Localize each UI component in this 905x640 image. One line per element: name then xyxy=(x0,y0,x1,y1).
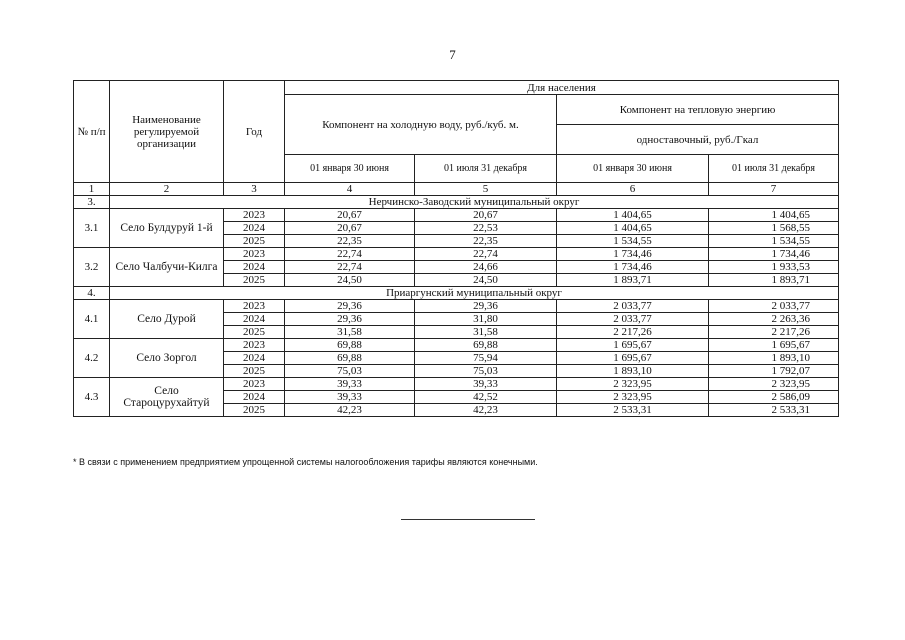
cold-water-h1: 20,67 xyxy=(285,209,415,222)
org-number: 4.2 xyxy=(74,339,110,378)
year-cell: 2025 xyxy=(224,365,285,378)
heat-h1: 1 893,10 xyxy=(557,365,709,378)
heat-h2: 2 323,95 xyxy=(709,378,839,391)
column-number: 3 xyxy=(224,183,285,196)
cold-water-h1: 22,35 xyxy=(285,235,415,248)
cold-water-h2: 24,50 xyxy=(415,274,557,287)
heat-h1: 1 404,65 xyxy=(557,209,709,222)
heat-h2: 1 734,46 xyxy=(709,248,839,261)
column-number: 6 xyxy=(557,183,709,196)
heat-h2: 1 568,55 xyxy=(709,222,839,235)
cold-water-h2: 42,52 xyxy=(415,391,557,404)
header-population: Для населения xyxy=(285,81,839,95)
heat-h2: 2 586,09 xyxy=(709,391,839,404)
cold-water-h1: 31,58 xyxy=(285,326,415,339)
page-number: 7 xyxy=(449,47,456,62)
cold-water-h2: 42,23 xyxy=(415,404,557,417)
heat-h1: 1 695,67 xyxy=(557,339,709,352)
year-cell: 2025 xyxy=(224,326,285,339)
heat-h1: 2 217,26 xyxy=(557,326,709,339)
year-cell: 2024 xyxy=(224,352,285,365)
footnote: * В связи с применением предприятием упрощенной системы налогообложения тарифы являются конечными. xyxy=(73,457,538,467)
cold-water-h2: 69,88 xyxy=(415,339,557,352)
header-num: № п/п xyxy=(74,81,110,183)
heat-h2: 1 404,65 xyxy=(709,209,839,222)
heat-h1: 1 404,65 xyxy=(557,222,709,235)
heat-h1: 2 323,95 xyxy=(557,391,709,404)
org-number: 4.1 xyxy=(74,300,110,339)
heat-h2: 1 792,07 xyxy=(709,365,839,378)
cold-water-h1: 42,23 xyxy=(285,404,415,417)
column-number: 2 xyxy=(110,183,224,196)
heat-h1: 1 734,46 xyxy=(557,248,709,261)
cold-water-h2: 39,33 xyxy=(415,378,557,391)
table-row xyxy=(74,248,839,261)
section-row xyxy=(74,196,839,209)
cold-water-h1: 69,88 xyxy=(285,339,415,352)
header-heat-unit: одноставочный, руб./Гкал xyxy=(557,125,839,155)
section-number: 4. xyxy=(74,287,110,300)
section-number: 3. xyxy=(74,196,110,209)
cold-water-h2: 75,94 xyxy=(415,352,557,365)
header-period-2: 01 июля 31 декабря xyxy=(415,155,557,183)
org-number: 4.3 xyxy=(74,378,110,417)
cold-water-h1: 39,33 xyxy=(285,391,415,404)
cold-water-h1: 29,36 xyxy=(285,300,415,313)
year-cell: 2025 xyxy=(224,235,285,248)
cold-water-h2: 29,36 xyxy=(415,300,557,313)
heat-h2: 1 534,55 xyxy=(709,235,839,248)
cold-water-h1: 39,33 xyxy=(285,378,415,391)
heat-h1: 1 893,71 xyxy=(557,274,709,287)
year-cell: 2024 xyxy=(224,222,285,235)
org-name: Село Чалбучи-Килга xyxy=(110,248,224,287)
cold-water-h1: 69,88 xyxy=(285,352,415,365)
table-row xyxy=(74,300,839,313)
cold-water-h2: 31,58 xyxy=(415,326,557,339)
heat-h1: 2 533,31 xyxy=(557,404,709,417)
year-cell: 2024 xyxy=(224,261,285,274)
heat-h1: 2 033,77 xyxy=(557,300,709,313)
tariff-table xyxy=(73,80,839,417)
org-name: Село Староцурухайтуй xyxy=(110,378,224,417)
header-period-3: 01 января 30 июня xyxy=(557,155,709,183)
cold-water-h1: 24,50 xyxy=(285,274,415,287)
year-cell: 2023 xyxy=(224,300,285,313)
year-cell: 2024 xyxy=(224,391,285,404)
cold-water-h2: 24,66 xyxy=(415,261,557,274)
cold-water-h1: 20,67 xyxy=(285,222,415,235)
year-cell: 2025 xyxy=(224,404,285,417)
heat-h2: 2 263,36 xyxy=(709,313,839,326)
section-title: Нерчинско-Заводский муниципальный округ xyxy=(110,196,839,209)
heat-h1: 1 534,55 xyxy=(557,235,709,248)
year-cell: 2023 xyxy=(224,248,285,261)
cold-water-h2: 22,53 xyxy=(415,222,557,235)
signature-line xyxy=(401,519,535,520)
heat-h2: 2 217,26 xyxy=(709,326,839,339)
header-heat-component: Компонент на тепловую энергию xyxy=(557,95,839,125)
cold-water-h2: 31,80 xyxy=(415,313,557,326)
column-number: 7 xyxy=(709,183,839,196)
cold-water-h1: 75,03 xyxy=(285,365,415,378)
heat-h2: 1 933,53 xyxy=(709,261,839,274)
heat-h1: 2 033,77 xyxy=(557,313,709,326)
column-number: 5 xyxy=(415,183,557,196)
cold-water-h2: 22,74 xyxy=(415,248,557,261)
heat-h2: 1 695,67 xyxy=(709,339,839,352)
heat-h1: 1 695,67 xyxy=(557,352,709,365)
header-cold-water: Компонент на холодную воду, руб./куб. м. xyxy=(285,95,557,155)
heat-h2: 1 893,71 xyxy=(709,274,839,287)
table-row xyxy=(74,209,839,222)
heat-h2: 2 533,31 xyxy=(709,404,839,417)
column-number: 4 xyxy=(285,183,415,196)
column-number: 1 xyxy=(74,183,110,196)
year-cell: 2023 xyxy=(224,378,285,391)
table-row xyxy=(74,339,839,352)
org-number: 3.2 xyxy=(74,248,110,287)
year-cell: 2024 xyxy=(224,313,285,326)
heat-h2: 1 893,10 xyxy=(709,352,839,365)
header-period-4: 01 июля 31 декабря xyxy=(709,155,839,183)
cold-water-h1: 22,74 xyxy=(285,248,415,261)
cold-water-h1: 29,36 xyxy=(285,313,415,326)
header-year: Год xyxy=(224,81,285,183)
year-cell: 2025 xyxy=(224,274,285,287)
cold-water-h2: 75,03 xyxy=(415,365,557,378)
heat-h2: 2 033,77 xyxy=(709,300,839,313)
section-row xyxy=(74,287,839,300)
section-title: Приаргунский муниципальный округ xyxy=(110,287,839,300)
table-row xyxy=(74,378,839,391)
org-number: 3.1 xyxy=(74,209,110,248)
cold-water-h2: 22,35 xyxy=(415,235,557,248)
org-name: Село Дурой xyxy=(110,300,224,339)
cold-water-h2: 20,67 xyxy=(415,209,557,222)
heat-h1: 1 734,46 xyxy=(557,261,709,274)
header-period-1: 01 января 30 июня xyxy=(285,155,415,183)
cold-water-h1: 22,74 xyxy=(285,261,415,274)
org-name: Село Булдуруй 1-й xyxy=(110,209,224,248)
year-cell: 2023 xyxy=(224,339,285,352)
year-cell: 2023 xyxy=(224,209,285,222)
org-name: Село Зоргол xyxy=(110,339,224,378)
header-org: Наименование регулируемой организации xyxy=(110,81,224,183)
heat-h1: 2 323,95 xyxy=(557,378,709,391)
